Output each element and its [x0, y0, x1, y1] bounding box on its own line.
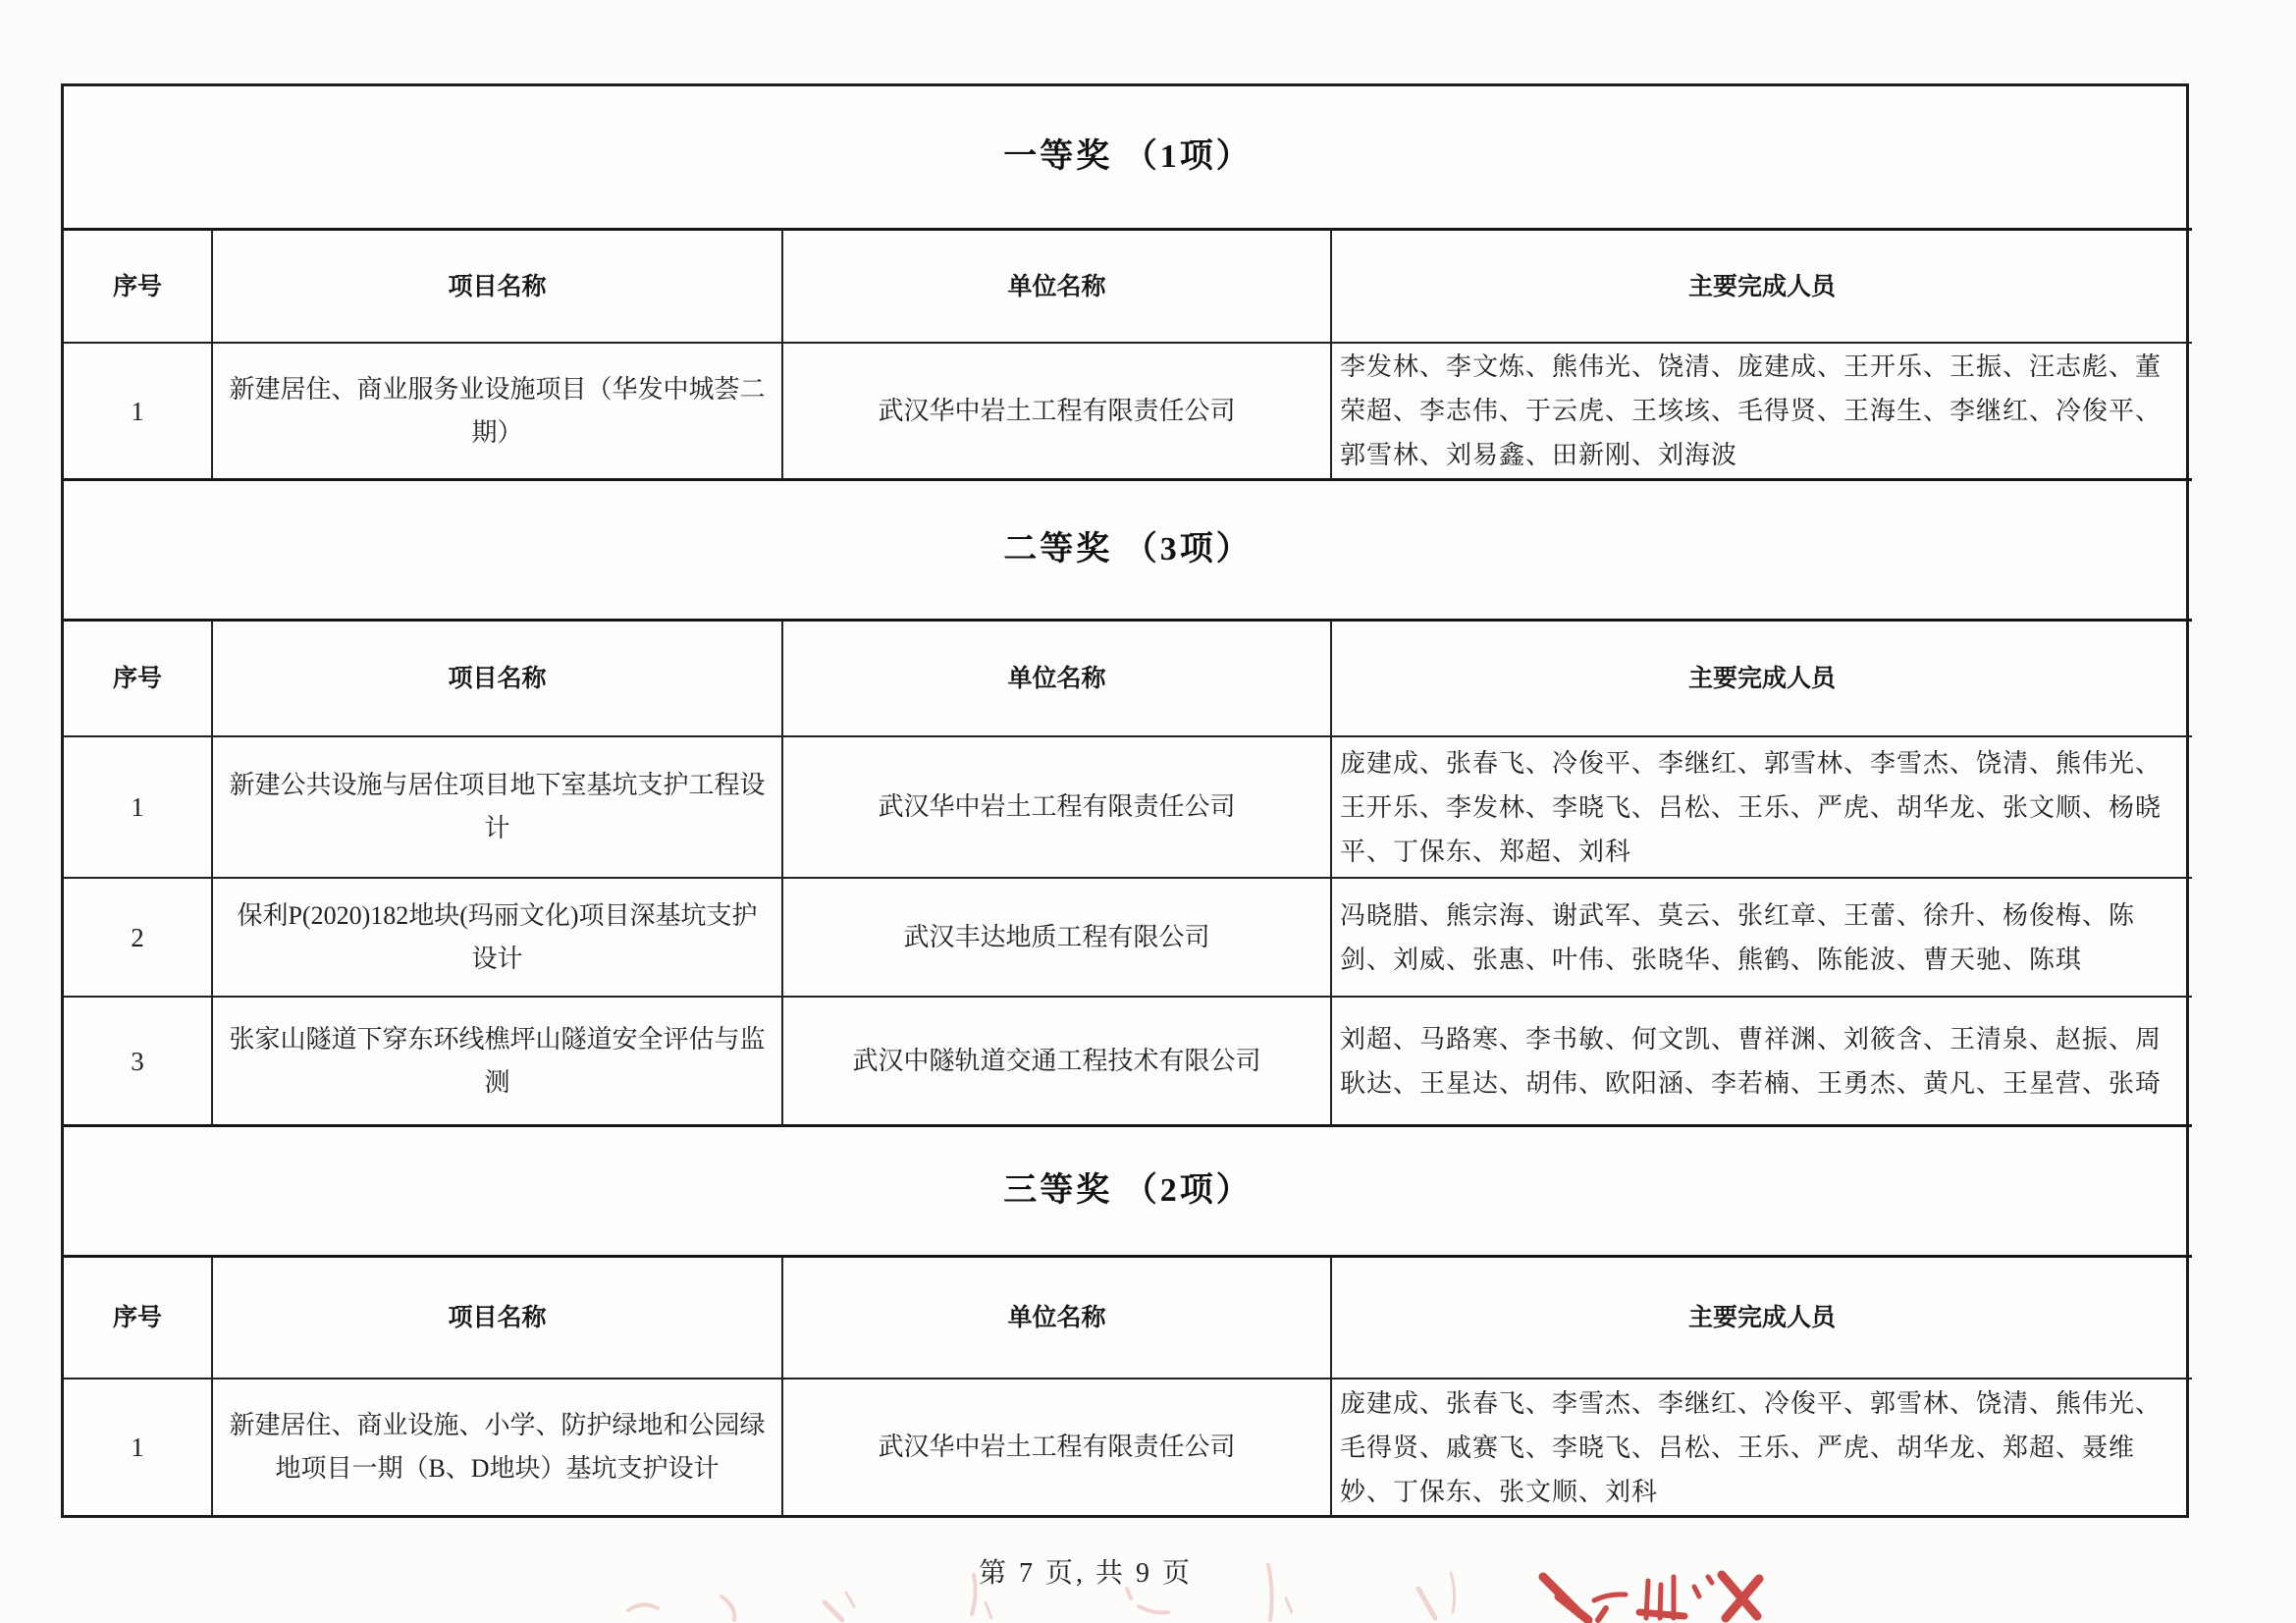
cell-unit: 武汉华中岩土工程有限责任公司	[783, 1380, 1332, 1515]
cell-project: 新建居住、商业服务业设施项目（华发中城荟二期）	[213, 344, 783, 481]
cell-project: 张家山隧道下穿东环线樵坪山隧道安全评估与监测	[213, 998, 783, 1127]
cell-unit: 武汉华中岩土工程有限责任公司	[783, 344, 1332, 481]
cell-no: 1	[64, 737, 213, 879]
column-header-personnel: 主要完成人员	[1332, 231, 2192, 344]
section-banner-first-prize: 一等奖 （1项）	[64, 86, 2192, 231]
cell-personnel: 庞建成、张春飞、李雪杰、李继红、冷俊平、郭雪林、饶清、熊伟光、毛得贤、戚赛飞、李晓飞、吕松、王乐、严虎、胡华龙、郑超、聂维妙、丁保东、张文顺、刘科	[1340, 1388, 2163, 1506]
column-header-unit: 单位名称	[783, 622, 1332, 737]
cell-no: 1	[64, 344, 213, 481]
awards-table	[61, 83, 2189, 1518]
cell-project: 新建公共设施与居住项目地下室基坑支护工程设计	[213, 737, 783, 879]
section-banner-third-prize: 三等奖 （2项）	[64, 1127, 2192, 1258]
page-number-indicator: 第 7 页, 共 9 页	[978, 1558, 1193, 1589]
cell-project: 新建居住、商业设施、小学、防护绿地和公园绿地项目一期（B、D地块）基坑支护设计	[213, 1380, 783, 1515]
cell-personnel: 冯晓腊、熊宗海、谢武军、莫云、张红章、王蕾、徐升、杨俊梅、陈剑、刘威、张惠、叶伟、张晓华、熊鹤、陈能波、曹天驰、陈琪	[1332, 879, 2192, 998]
column-header-unit: 单位名称	[783, 1258, 1332, 1380]
column-header-no: 序号	[64, 1258, 213, 1380]
cell-no: 2	[64, 879, 213, 998]
cell-unit: 武汉华中岩土工程有限责任公司	[783, 737, 1332, 879]
column-header-no: 序号	[64, 622, 213, 737]
column-header-personnel: 主要完成人员	[1332, 1258, 2192, 1380]
cell-personnel: 庞建成、张春飞、冷俊平、李继红、郭雪林、李雪杰、饶清、熊伟光、王开乐、李发林、李晓飞、吕松、王乐、严虎、胡华龙、张文顺、杨晓平、丁保东、郑超、刘科	[1332, 737, 2192, 879]
column-header-personnel: 主要完成人员	[1332, 622, 2192, 737]
red-stamp-fragment-icon	[1529, 1569, 1765, 1623]
column-header-no: 序号	[64, 231, 213, 344]
column-header-project: 项目名称	[213, 231, 783, 344]
cell-unit: 武汉中隧轨道交通工程技术有限公司	[783, 998, 1332, 1127]
cell-personnel: 李发林、李文炼、熊伟光、饶清、庞建成、王开乐、王振、汪志彪、董荣超、李志伟、于云虎、王垓垓、毛得贤、王海生、李继红、冷俊平、郭雪林、刘易鑫、田新刚、刘海波	[1332, 344, 2192, 481]
cell-no: 3	[64, 998, 213, 1127]
column-header-project: 项目名称	[213, 622, 783, 737]
cell-unit: 武汉丰达地质工程有限公司	[783, 879, 1332, 998]
section-banner-second-prize: 二等奖 （3项）	[64, 481, 2192, 622]
column-header-project: 项目名称	[213, 1258, 783, 1380]
faint-stamp-trace-icon	[589, 1563, 1492, 1623]
cell-no: 1	[64, 1380, 213, 1515]
cell-personnel: 刘超、马路寒、李书敏、何文凯、曹祥渊、刘筱含、王清泉、赵振、周耿达、王星达、胡伟、欧阳涵、李若楠、王勇杰、黄凡、王星营、张琦	[1332, 998, 2192, 1127]
cell-project: 保利P(2020)182地块(玛丽文化)项目深基坑支护设计	[213, 879, 783, 998]
column-header-unit: 单位名称	[783, 231, 1332, 344]
